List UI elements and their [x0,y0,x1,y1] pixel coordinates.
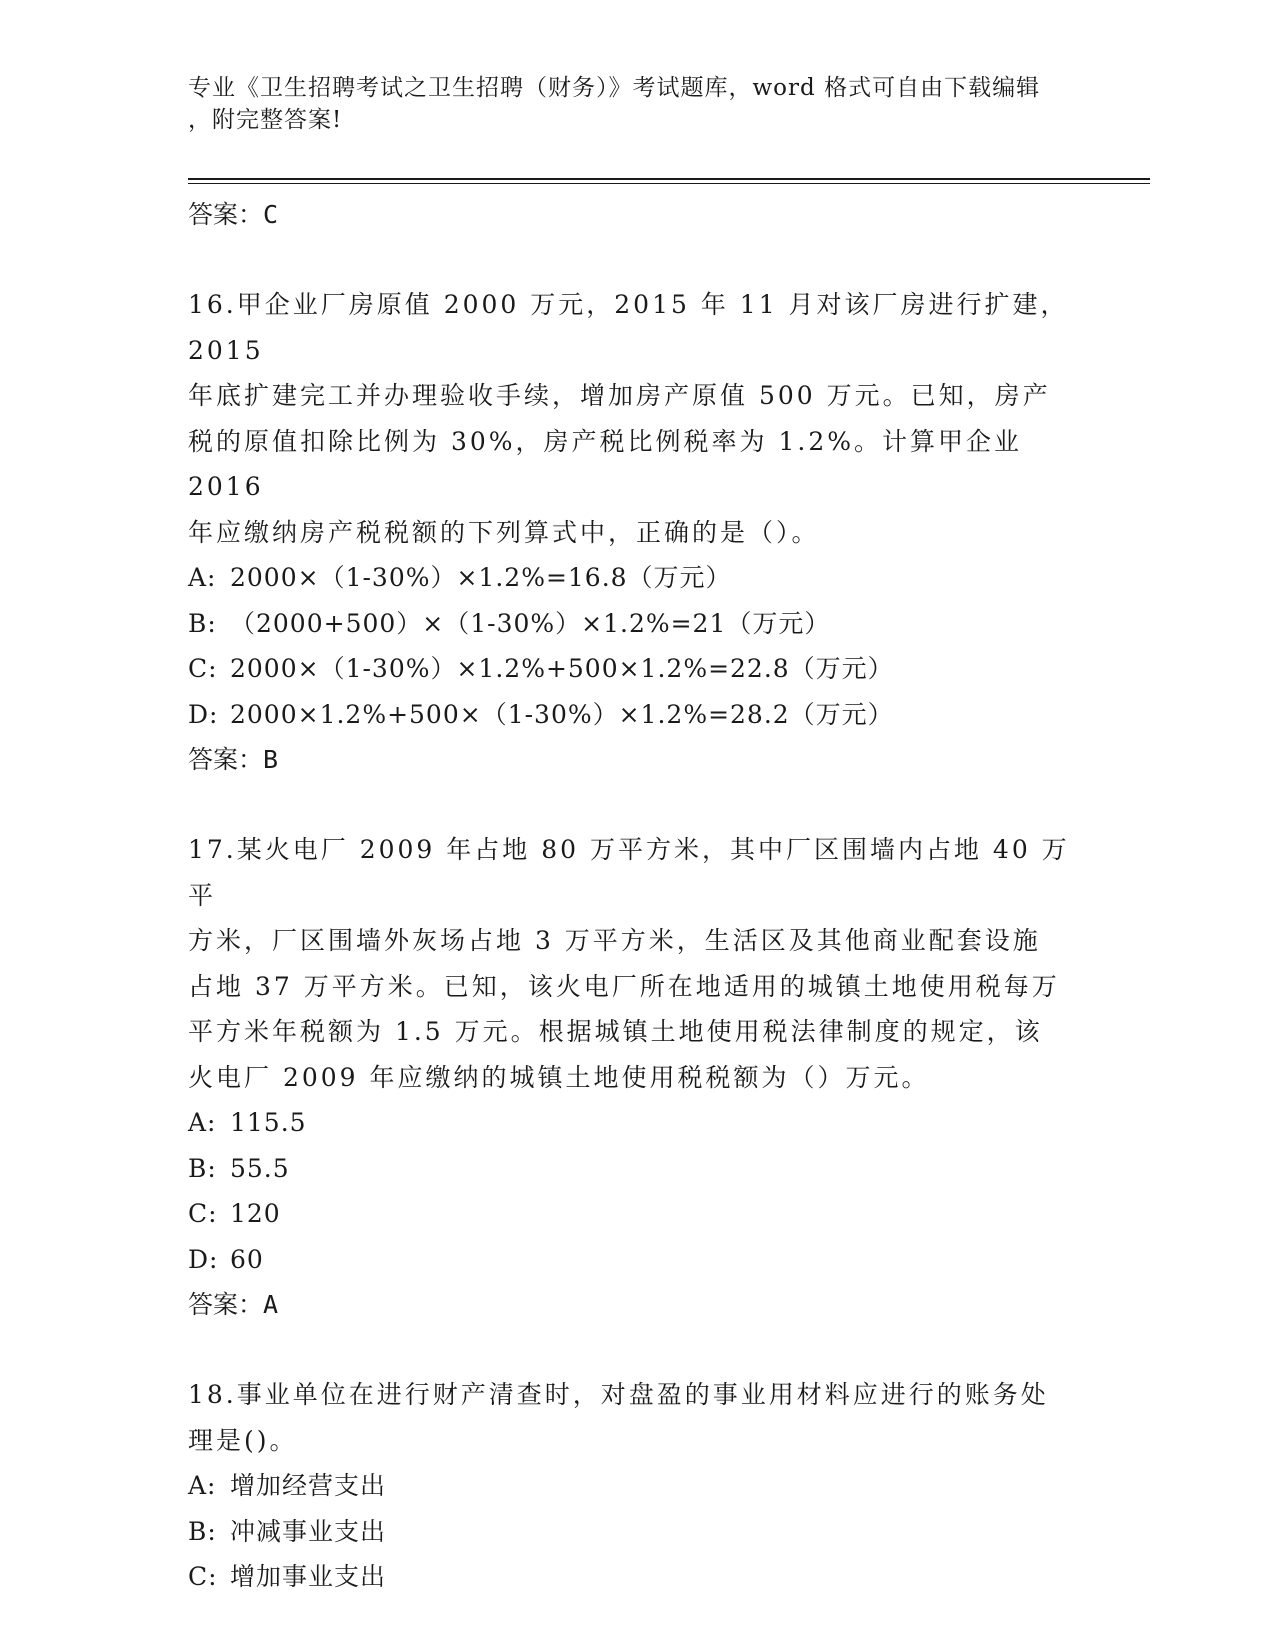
answer-label: 答案： [188,200,264,229]
answer-value: C [263,200,279,229]
option-text: 冲减事业支出 [230,1516,387,1546]
question-18 [188,1372,1088,1600]
answer-line [188,192,1088,238]
answer-line [188,1282,1088,1328]
option-text: 2000×（1-30%）×1.2%=16.8（万元） [230,563,732,592]
option-text: 增加经营支出 [230,1471,387,1500]
option-b [188,601,1088,647]
header-divider-thick [188,178,1150,180]
question-stem-line: 占地 37 万平方米。已知，该火电厂所在地适用的城镇土地使用税每万 [188,971,1060,1001]
question-stem-line: 平方米年税额为 1.5 万元。根据城镇土地使用税法律制度的规定，该 [188,1017,1043,1046]
option-key: B: [188,1516,217,1546]
header-divider-thin [188,183,1150,184]
option-d [188,692,1088,738]
option-key: A: [188,1108,217,1137]
option-key: D: [188,699,219,729]
question-stem-line: 火电厂 2009 年应缴纳的城镇土地使用税税额为（）万元。 [188,1062,930,1092]
spacer [188,238,1088,282]
question-16 [188,282,1088,783]
page-header [188,72,1088,136]
option-text: 55.5 [230,1153,290,1183]
question-stem-line: 18.事业单位在进行财产清查时，对盘盈的事业用材料应进行的账务处 [188,1380,1049,1409]
answer-value: B [263,745,279,774]
option-key: A: [188,563,217,592]
answer-line [188,737,1088,783]
question-stem-line: 理是()。 [188,1425,298,1455]
option-text: 增加事业支出 [230,1562,387,1591]
option-text: 2000×（1-30%）×1.2%+500×1.2%=22.8（万元） [230,654,894,683]
option-a [188,1100,1088,1146]
spacer [188,1328,1088,1372]
option-key: C: [188,1562,218,1591]
option-b [188,1509,1088,1555]
question-stem-line: 年底扩建完工并办理验收手续，增加房产原值 500 万元。已知，房产 [188,381,1051,410]
option-key: A: [188,1471,217,1500]
option-key: B: [188,608,217,638]
option-d [188,1237,1088,1283]
header-line-2: ，附完整答案! [188,107,343,133]
option-text: 60 [230,1244,264,1274]
question-17 [188,827,1088,1328]
option-key: B: [188,1153,217,1183]
option-c [188,1554,1088,1600]
option-text: 120 [230,1199,281,1228]
question-stem-line: 税的原值扣除比例为 30%，房产税比例税率为 1.2%。计算甲企业 2016 [188,426,1022,501]
question-stem-line: 年应缴纳房产税税额的下列算式中，正确的是（）。 [188,517,820,547]
option-a [188,555,1088,601]
option-c [188,646,1088,692]
header-line-1: 专业《卫生招聘考试之卫生招聘（财务）》考试题库，word 格式可自由下载编辑 [188,75,1041,101]
option-text: 115.5 [230,1108,307,1137]
option-key: D: [188,1244,219,1274]
option-text: （2000+500）×（1-30%）×1.2%=21（万元） [230,608,831,638]
option-a [188,1463,1088,1509]
option-key: C: [188,654,218,683]
option-key: C: [188,1199,218,1228]
option-c [188,1191,1088,1237]
answer-label: 答案： [188,1290,264,1319]
option-text: 2000×1.2%+500×（1-30%）×1.2%=28.2（万元） [230,699,894,729]
answer-value: A [263,1290,279,1319]
question-stem-line: 17.某火电厂 2009 年占地 80 万平方米，其中厂区围墙内占地 40 万平 [188,835,1070,910]
spacer [188,783,1088,827]
option-b [188,1146,1088,1192]
question-stem-line: 16.甲企业厂房原值 2000 万元，2015 年 11 月对该厂房进行扩建，2015 [188,290,1069,365]
question-stem-line: 方米，厂区围墙外灰场占地 3 万平方米，生活区及其他商业配套设施 [188,926,1041,955]
question-list [188,192,1088,1600]
answer-label: 答案： [188,745,264,774]
